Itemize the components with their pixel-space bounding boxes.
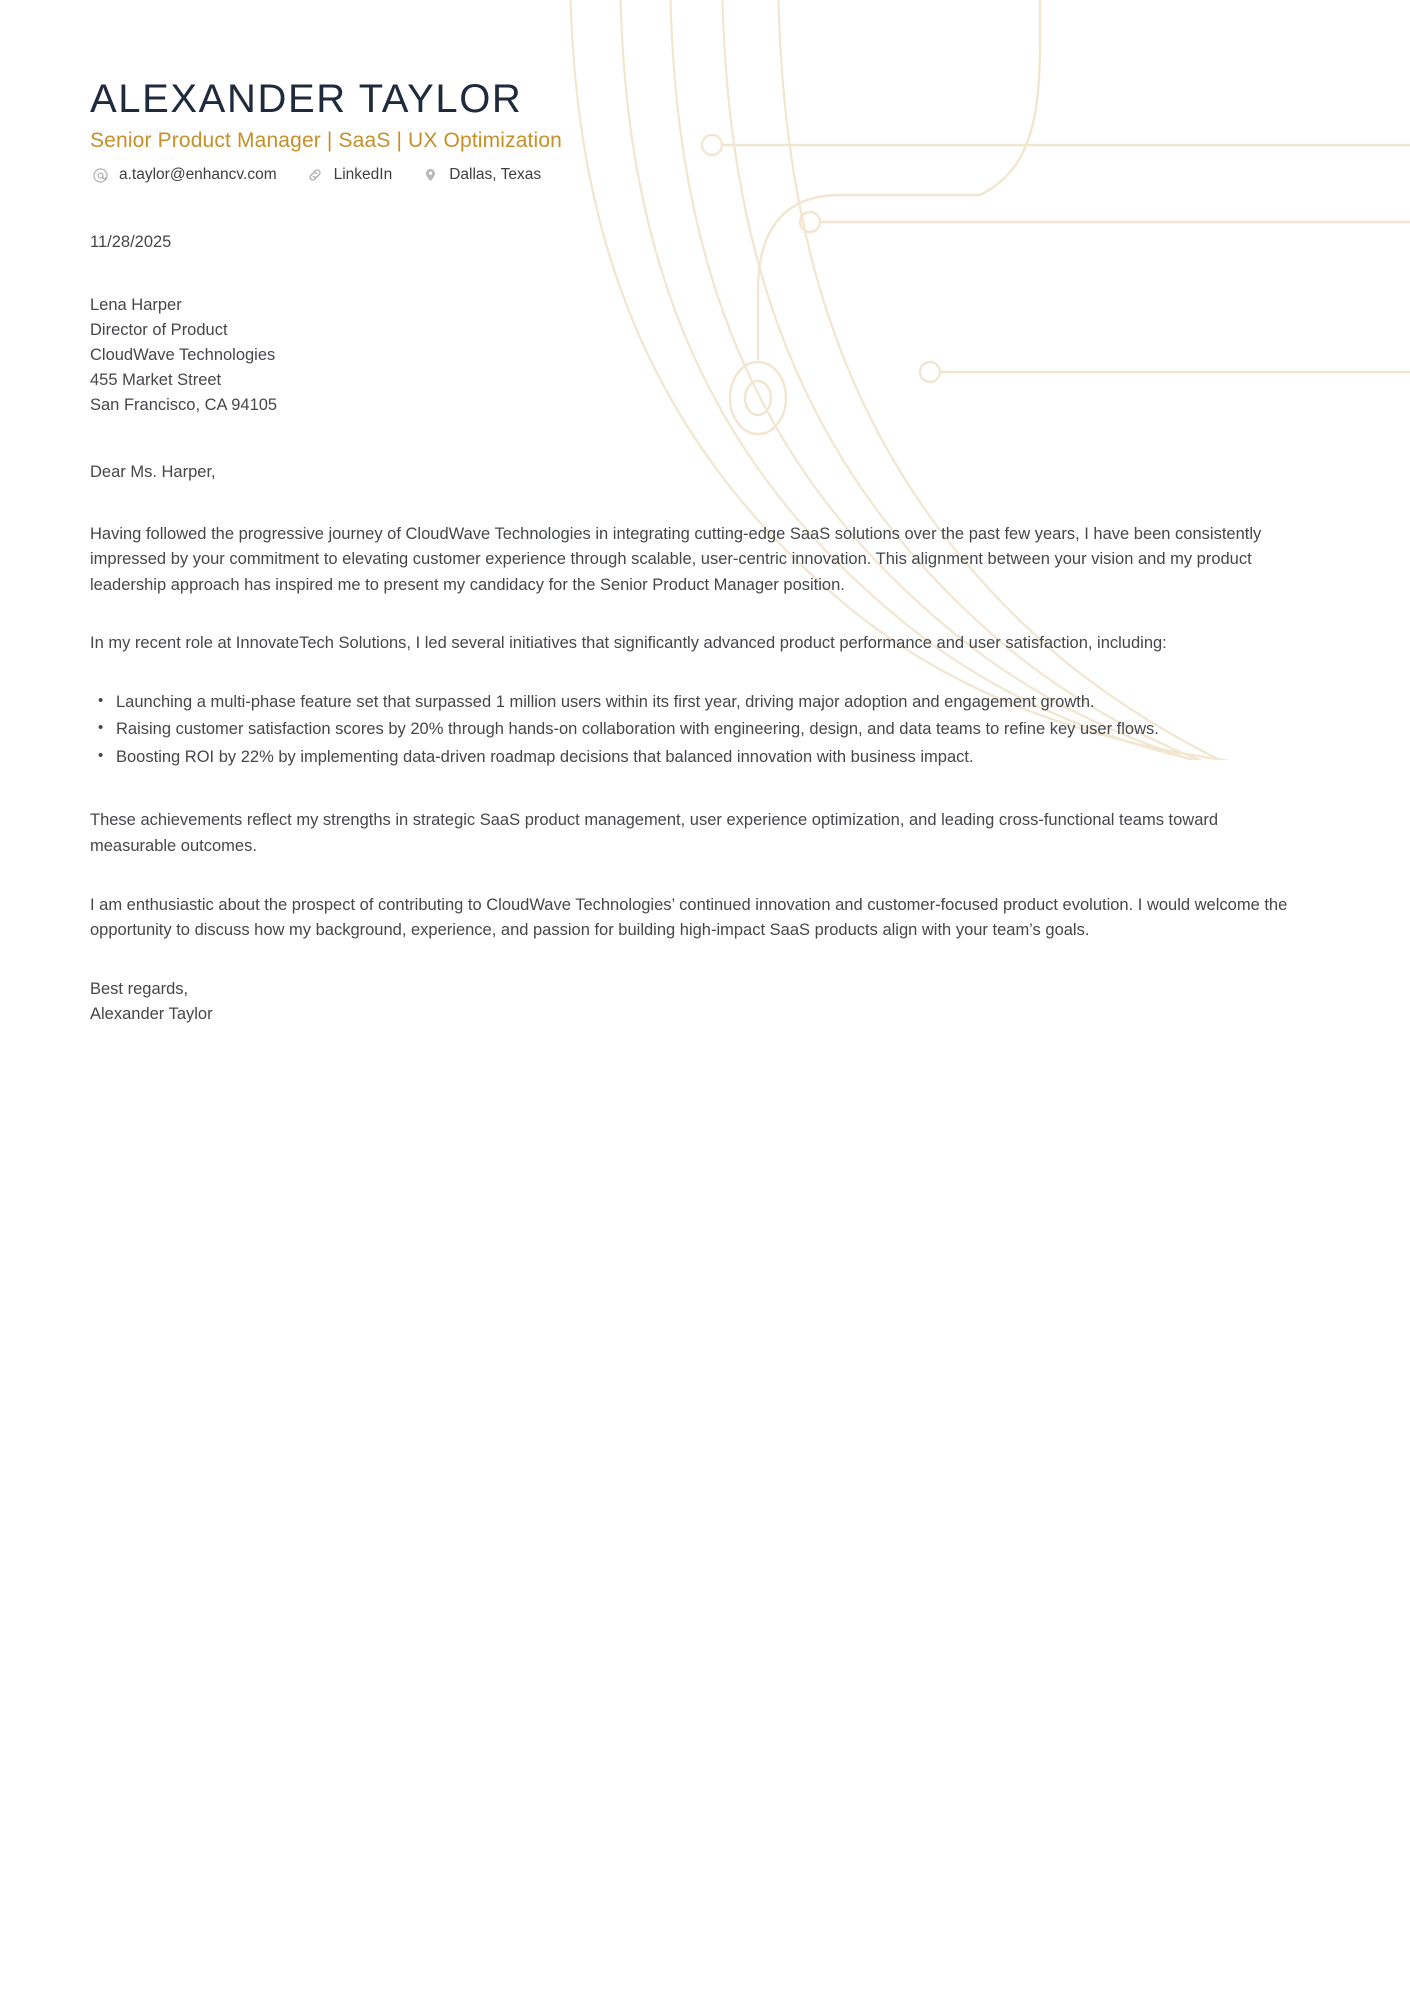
contact-item-location	[420, 165, 541, 185]
recipient-company: CloudWave Technologies	[90, 346, 276, 365]
professional-headline: Senior Product Manager | SaaS | UX Optimization	[90, 129, 563, 153]
letter-date: 11/28/2025	[90, 233, 172, 251]
location-pin-icon	[420, 165, 440, 185]
recipient-city-state-zip: San Francisco, CA 94105	[90, 396, 278, 415]
contact-item-linkedin[interactable]	[305, 165, 393, 185]
closing-line: Best regards,	[90, 979, 189, 998]
signature-name: Alexander Taylor	[90, 1004, 213, 1023]
contact-item-email[interactable]	[90, 165, 277, 185]
contact-linkedin-text: LinkedIn	[333, 166, 393, 184]
list-item: • Boosting ROI by 22% by implementing data-driven roadmap decisions that balanced innovation with business impact.	[90, 745, 1305, 771]
body-paragraph-4: I am enthusiastic about the prospect of contributing to CloudWave Technologies’ continued innovation and customer-focused product evolution. I would welcome the opportunity to discuss how my background, experience, and passion for building high-impact SaaS products align with your team’s goals.	[90, 895, 1288, 940]
contact-location-text: Dallas, Texas	[449, 166, 542, 184]
achievements-list	[90, 690, 1305, 771]
recipient-address-block	[90, 293, 1305, 418]
recipient-title: Director of Product	[90, 321, 228, 340]
link-chain-icon	[305, 165, 325, 185]
contact-row	[90, 165, 850, 185]
list-item: • Launching a multi-phase feature set that surpassed 1 million users within its first year, driving major adoption and engagement growth.	[90, 690, 1305, 716]
recipient-street: 455 Market Street	[90, 371, 222, 390]
letter-header	[90, 78, 850, 185]
signature-block	[90, 977, 1305, 1027]
body-paragraph-1: Having followed the progressive journey of CloudWave Technologies in integrating cutting-edge SaaS solutions over the past few years, I have been consistently impressed by your commitment to elevating customer experience through scalable, user-centric innovation. This alignment between your vision and my product leadership approach has inspired me to present my candidacy for the Senior Product Manager position.	[90, 524, 1262, 594]
salutation: Dear Ms. Harper,	[90, 463, 216, 482]
letter-body	[90, 230, 1305, 1027]
recipient-name: Lena Harper	[90, 296, 182, 315]
list-item: • Raising customer satisfaction scores by 20% through hands-on collaboration with engineering, design, and data teams to refine key user flows.	[90, 717, 1305, 743]
body-paragraph-2: In my recent role at InnovateTech Solutions, I led several initiatives that significantly advanced product performance and user satisfaction, including:	[90, 634, 1167, 653]
at-email-icon	[90, 165, 110, 185]
body-paragraph-3: These achievements reflect my strengths in strategic SaaS product management, user experience optimization, and leading cross-functional teams toward measurable outcomes.	[90, 811, 1219, 856]
contact-email-text: a.taylor@enhancv.com	[119, 166, 277, 184]
page-title: ALEXANDER TAYLOR	[90, 77, 523, 121]
